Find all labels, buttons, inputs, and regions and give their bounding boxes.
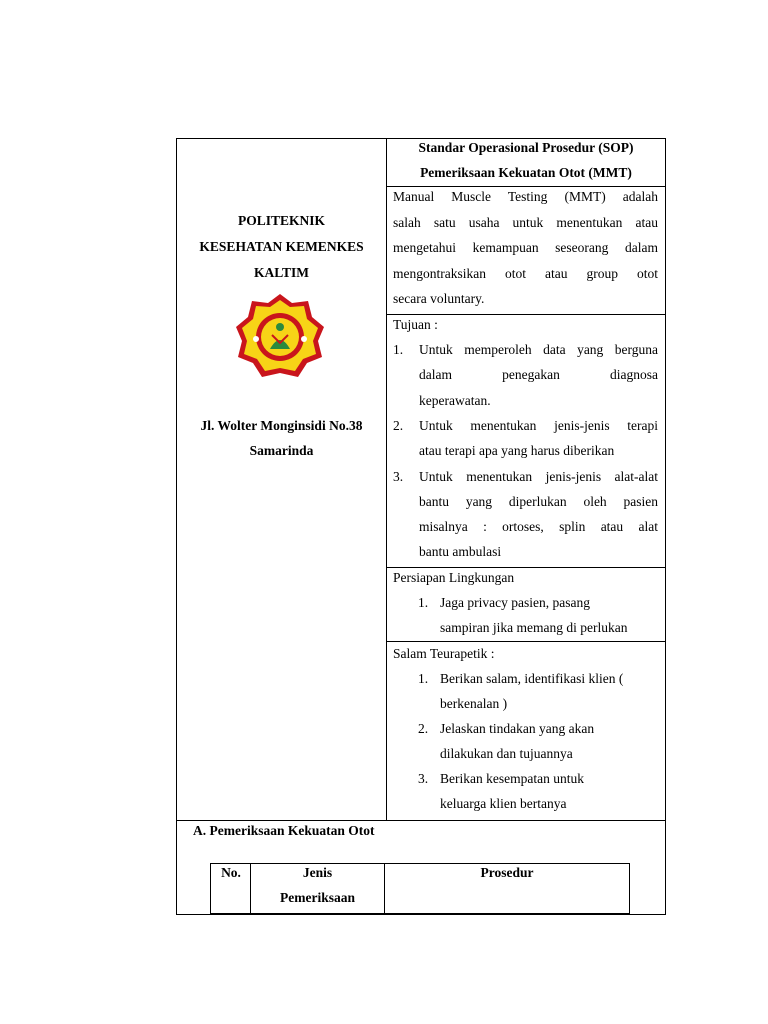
salam-item-2-number: 2. [418, 721, 429, 736]
salam-heading: Salam Teurapetik : [393, 646, 495, 661]
tujuan-item-3-line-3: misalnya : ortoses, splin atau alat [419, 519, 658, 534]
procedure-table-right [629, 863, 630, 914]
tujuan-item-1-line-2: dalam penegakan diagnosa [419, 367, 658, 382]
lingkungan-item-1-number: 1. [418, 595, 429, 610]
institution-name-line-1: POLITEKNIK [237, 213, 326, 228]
tujuan-item-1-number: 1. [393, 342, 404, 357]
table-border-right [665, 138, 666, 915]
institution-logo [234, 291, 326, 383]
salam-item-2-line-1: Jelaskan tindakan yang akan [440, 721, 595, 736]
sop-title-line-2: Pemeriksaan Kekuatan Otot (MMT) [420, 165, 632, 180]
salam-item-3-line-1: Berikan kesempatan untuk [440, 771, 584, 786]
salam-item-3-number: 3. [418, 771, 429, 786]
header-no: No. [221, 865, 241, 880]
tujuan-item-3-line-2: bantu yang diperlukan oleh pasien [419, 494, 658, 509]
definition-line-2: salah satu usaha untuk menentukan atau [393, 215, 658, 230]
tujuan-item-3-number: 3. [393, 469, 404, 484]
tujuan-heading: Tujuan : [393, 317, 438, 332]
tujuan-item-2-number: 2. [393, 418, 404, 433]
sop-title-line-1: Standar Operasional Prosedur (SOP) [418, 140, 634, 155]
lingkungan-item-1-line-2: sampiran jika memang di perlukan [440, 620, 628, 635]
salam-item-2-line-2: dilakukan dan tujuannya [440, 746, 573, 761]
institution-address-line-2: Samarinda [249, 443, 314, 458]
tujuan-item-3-line-1: Untuk menentukan jenis-jenis alat-alat [419, 469, 658, 484]
tujuan-item-3-line-4: bantu ambulasi [419, 544, 502, 559]
tujuan-item-1-line-1: Untuk memperoleh data yang berguna [419, 342, 658, 357]
header-jenis-line-2: Pemeriksaan [280, 890, 355, 905]
definition-line-4: mengontraksikan otot atau group otot [393, 266, 658, 281]
tujuan-item-2-line-2: atau terapi apa yang harus diberikan [419, 443, 615, 458]
institution-name-line-3: KALTIM [253, 265, 309, 280]
tujuan-item-2-line-1: Untuk menentukan jenis-jenis terapi [419, 418, 658, 433]
table-border-bottom [176, 914, 666, 915]
header-jenis-line-1: Jenis [302, 865, 333, 880]
lingkungan-item-1-line-1: Jaga privacy pasien, pasang [440, 595, 590, 610]
salam-item-1-number: 1. [418, 671, 429, 686]
lingkungan-heading: Persiapan Lingkungan [393, 570, 515, 585]
tujuan-item-1-line-3: keperawatan. [419, 393, 491, 408]
definition-line-1: Manual Muscle Testing (MMT) adalah [393, 189, 658, 204]
salam-item-3-line-2: keluarga klien bertanya [440, 796, 567, 811]
salam-item-1-line-1: Berikan salam, identifikasi klien ( [440, 671, 624, 686]
institution-address-line-1: Jl. Wolter Monginsidi No.38 [200, 418, 363, 433]
definition-line-3: mengetahui kemampuan seseorang dalam [393, 240, 658, 255]
institution-name-line-2: KESEHATAN KEMENKES [199, 239, 364, 254]
procedure-table-bottom [210, 913, 630, 914]
definition-line-5: secara voluntary. [393, 291, 485, 306]
header-prosedur: Prosedur [480, 865, 534, 880]
salam-item-1-line-2: berkenalan ) [440, 696, 508, 711]
section-a-title: A. Pemeriksaan Kekuatan Otot [193, 823, 375, 838]
column-divider [386, 138, 387, 821]
logo-emblem-icon [234, 291, 326, 383]
